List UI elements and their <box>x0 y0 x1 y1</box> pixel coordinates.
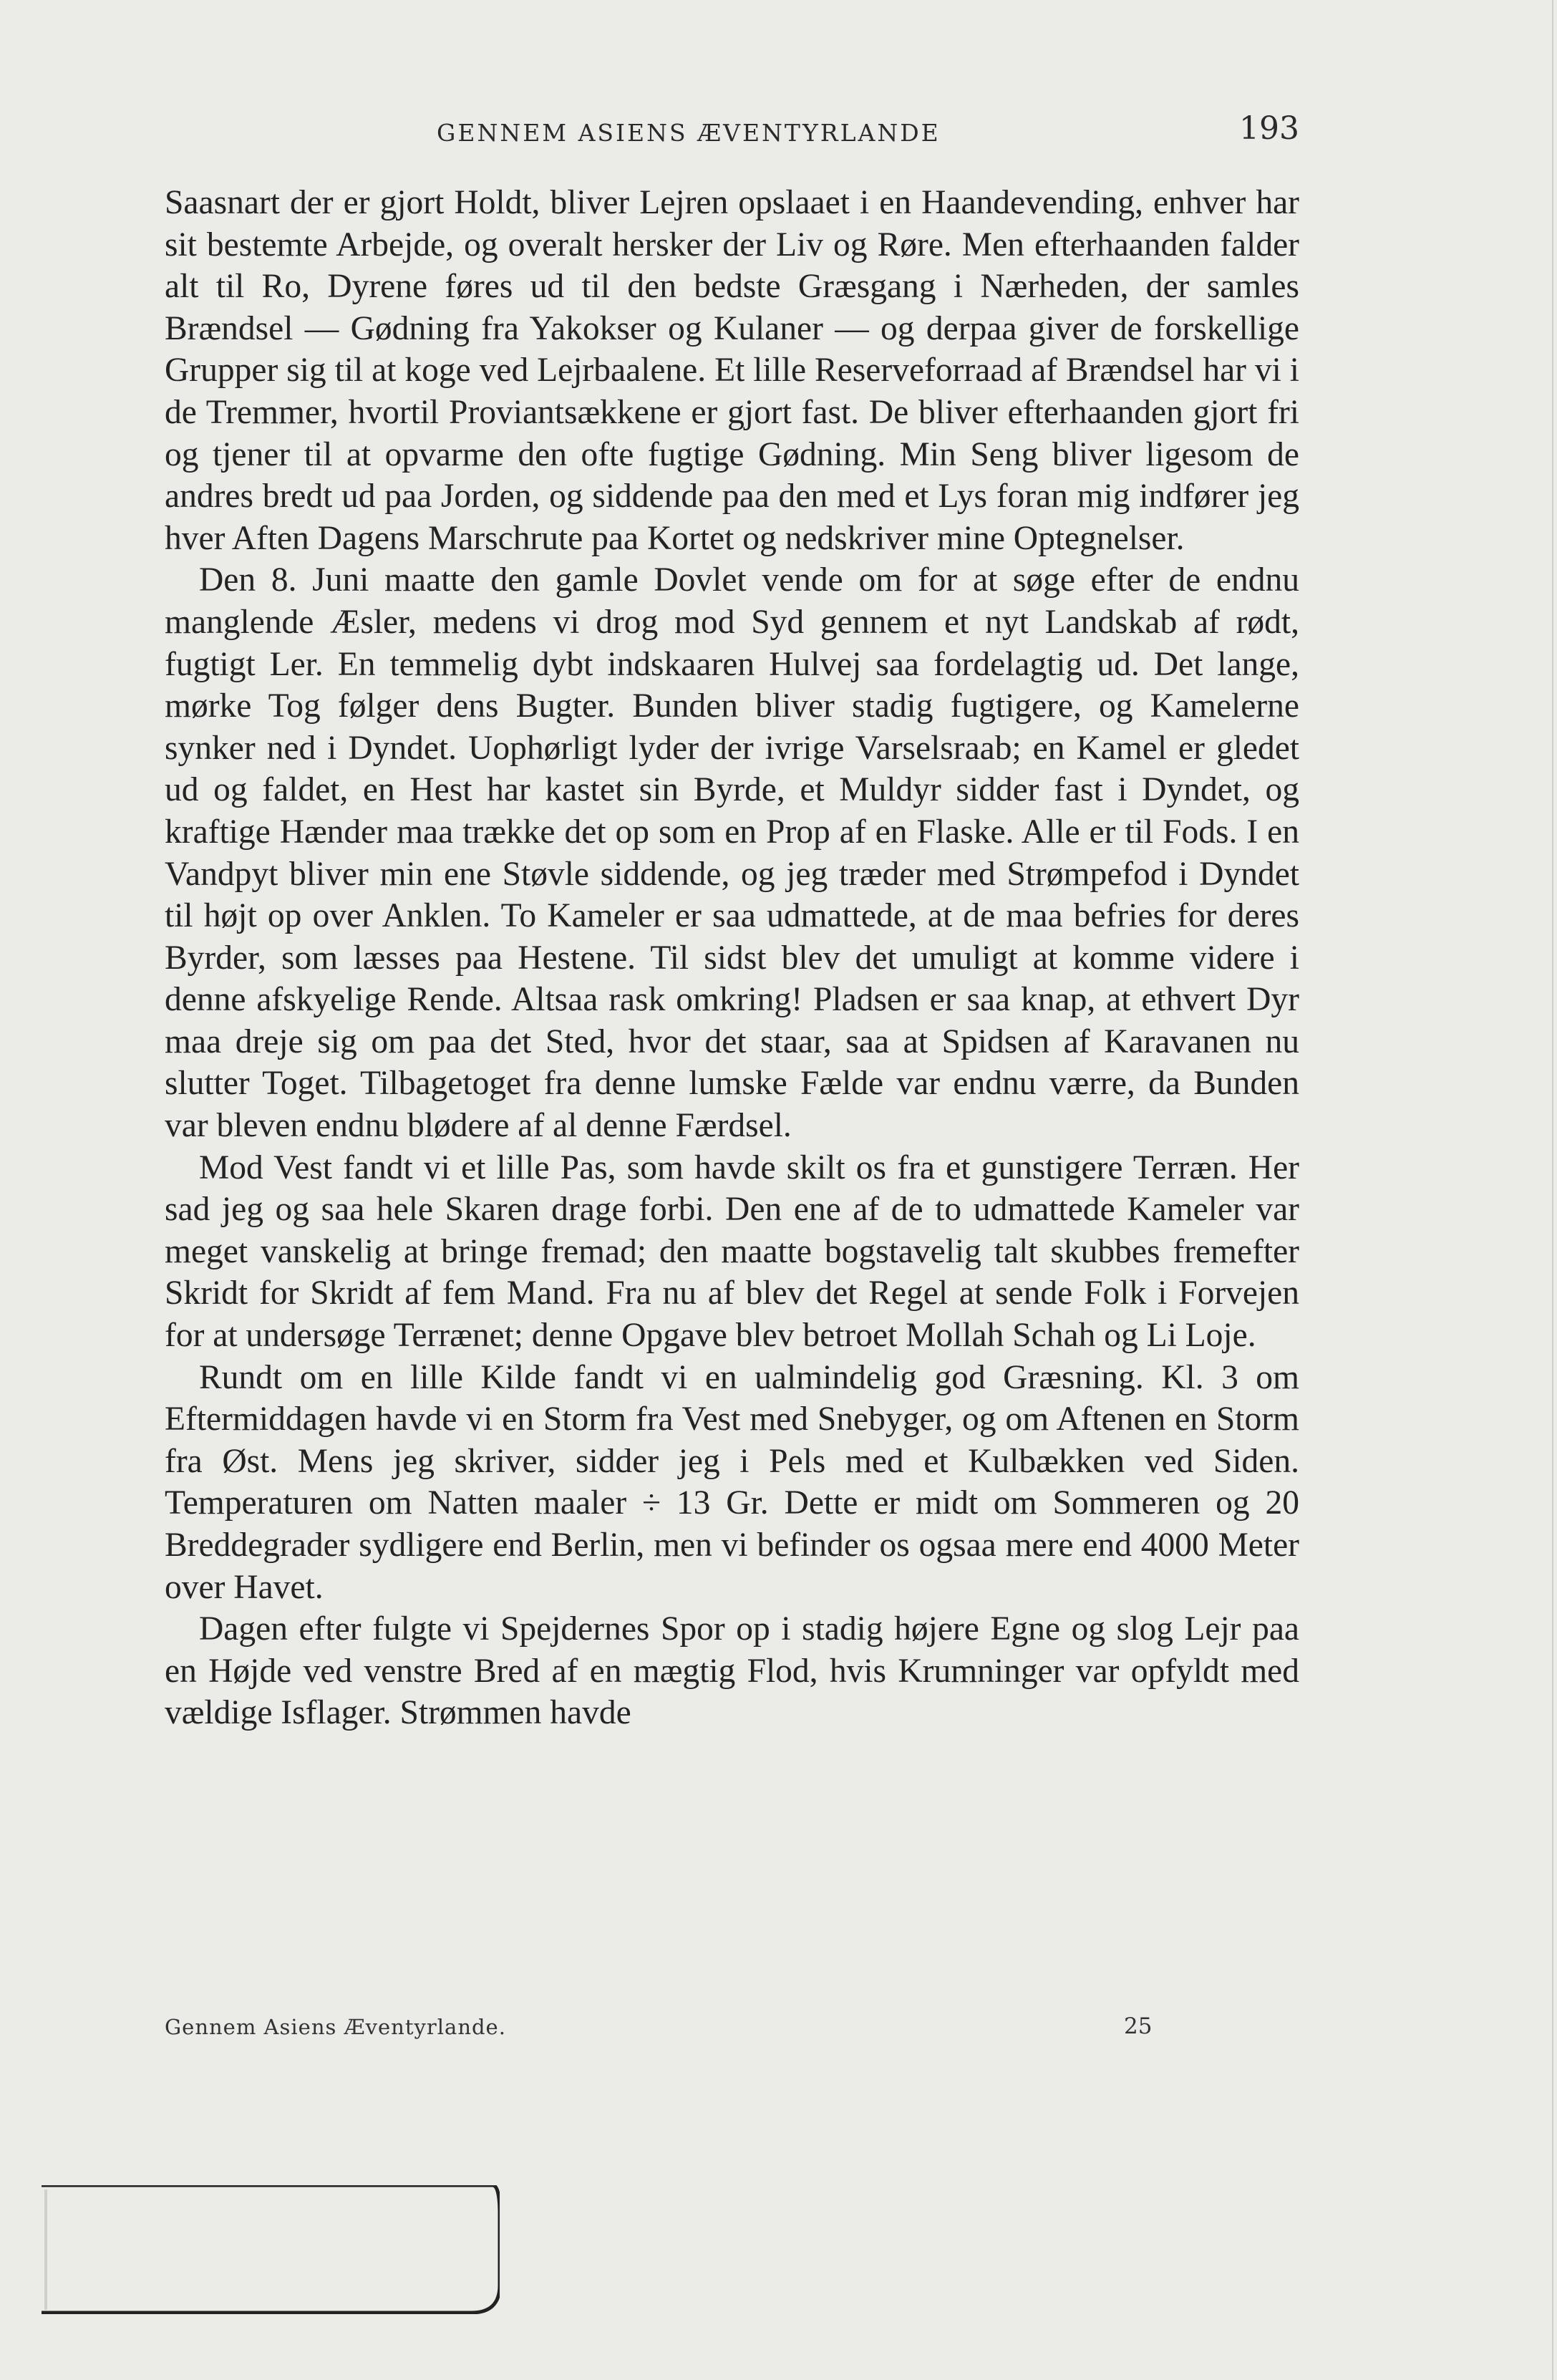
page-footer <box>165 2011 1299 2046</box>
paragraph-1: Saasnart der er gjort Holdt, bliver Lejren opslaaet i en Haandevending, enhver har sit bestemte Arbejde, og overalt hersker der Liv og Røre. Men efterhaanden falder alt til Ro, Dyrene føres ud til den bedste Græsgang i Nærheden, der samles Brændsel — Gødning fra Yakokser og Kulaner — og derpaa giver de forskellige Grupper sig til at koge ved Lejrbaalene. Et lille Reserveforraad af Brændsel har vi i de Tremmer, hvortil Proviantsækkene er gjort fast. De bliver efterhaanden gjort fri og tjener til at opvarme den ofte fugtige Gødning. Min Seng bliver ligesom de andres bredt ud paa Jorden, og siddende paa den med et Lys foran mig indfører jeg hver Aften Dagens Marschrute paa Kortet og nedskriver mine Optegnelser. <box>165 184 1299 557</box>
bracket-outline <box>42 2185 500 2313</box>
sheet-number: 25 <box>1124 2013 1153 2039</box>
scan-margin-bracket <box>42 2185 500 2314</box>
page-number: 193 <box>1239 110 1299 147</box>
page-edge <box>1552 0 1553 2380</box>
running-head <box>165 107 1299 165</box>
paragraph-4: Rundt om en lille Kilde fandt vi en ualmindelig god Græsning. Kl. 3 om Eftermiddagen havde vi en Storm fra Vest med Snebyger, og om Aftenen en Storm fra Øst. Mens jeg skriver, sidder jeg i Pels med et Kulbækken ved Siden. Temperaturen om Natten maaler ÷ 13 Gr. Dette er midt om Sommeren og 20 Breddegrader sydligere end Berlin, men vi befinder os ogsaa mere end 4000 Meter over Havet. <box>165 1358 1299 1606</box>
paragraph-5: Dagen efter fulgte vi Spejdernes Spor op i stadig højere Egne og slog Lejr paa en Højde ved venstre Bred af en mægtig Flod, hvis Krumninger var opfyldt med vældige Isflager. Strømmen havde <box>165 1610 1299 1732</box>
body-text <box>165 182 1299 1734</box>
running-title: GENNEM ASIENS ÆVENTYRLANDE <box>437 119 941 147</box>
paragraph-2: Den 8. Juni maatte den gamle Dovlet vende om for at søge efter de endnu manglende Æsler, medens vi drog mod Syd gennem et nyt Landskab af rødt, fugtigt Ler. En temmelig dybt indskaaren Hulvej saa fordelagtig ud. Det lange, mørke Tog følger dens Bugter. Bunden bliver stadig fugtigere, og Kamelerne synker ned i Dyndet. Uophørligt lyder der ivrige Varselsraab; en Kamel er gledet ud og faldet, en Hest har kastet sin Byrde, et Muldyr sidder fast i Dyndet, og kraftige Hænder maa trække det op som en Prop af en Flaske. Alle er til Fods. I en Vandpyt bliver min ene Støvle siddende, og jeg træder med Strømpefod i Dyndet til højt op over Anklen. To Kameler er saa udmattede, at de maa befries for deres Byrder, som læsses paa Hestene. Til sidst blev det umuligt at komme videre i denne afskyelige Rende. Altsaa rask omkring! Pladsen er saa knap, at ethvert Dyr maa dreje sig om paa det Sted, hvor det staar, saa at Spidsen af Karavanen nu slutter Toget. Tilbagetoget fra denne lumske Fælde var endnu værre, da Bunden var bleven endnu blødere af al denne Færdsel. <box>165 561 1299 1145</box>
printer-signature: Gennem Asiens Æventyrlande. <box>165 2015 506 2039</box>
paragraph-3: Mod Vest fandt vi et lille Pas, som havde skilt os fra et gunstigere Terræn. Her sad jeg og saa hele Skaren drage forbi. Den ene af de to udmattede Kameler var meget vanskelig at bringe fremad; den maatte bogstavelig talt skubbes fremefter Skridt for Skridt af fem Mand. Fra nu af blev det Regel at sende Folk i Forvejen for at undersøge Terrænet; denne Opgave blev betroet Mollah Schah og Li Loje. <box>165 1148 1299 1355</box>
